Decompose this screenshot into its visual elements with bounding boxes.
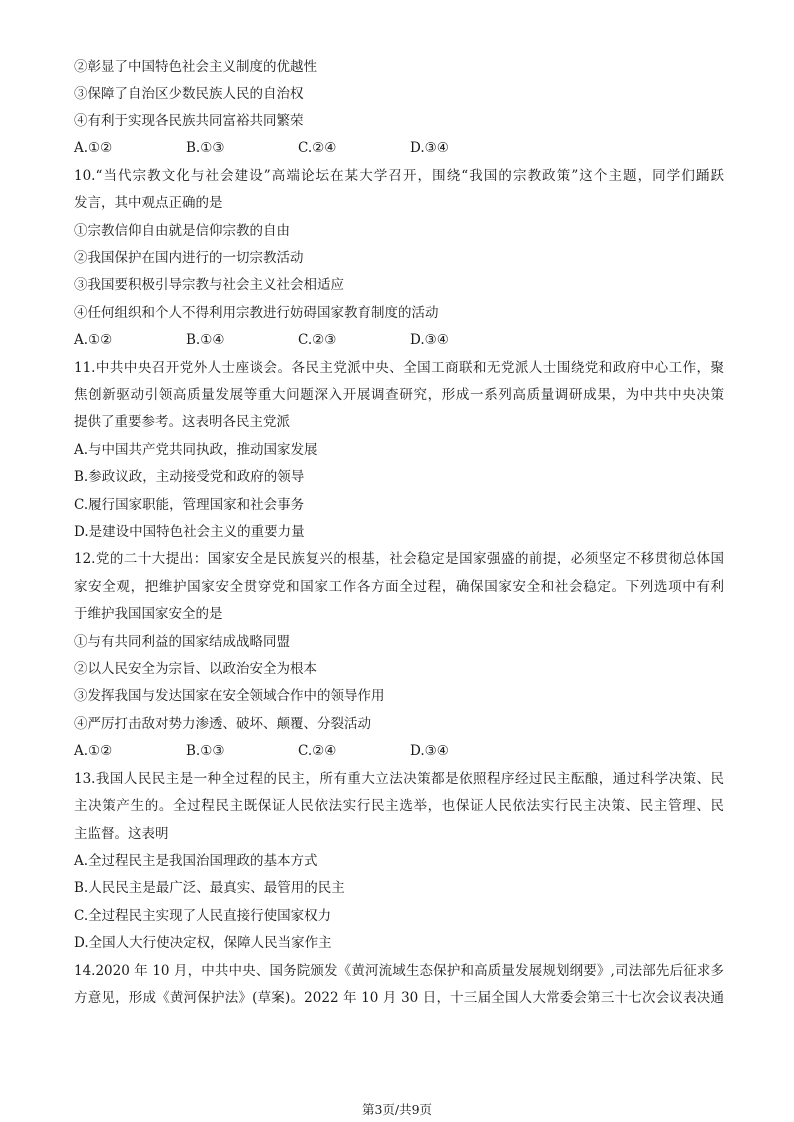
q10-statement-2: ②我国保护在国内进行的一切宗教活动 [74,250,304,266]
q13-stem-line-2: 主决策产生的。全过程民主既保证人民依法实行民主选举，也保证人民依法实行民主决策、民主管理、民 [74,798,724,814]
q12-statement-4: ④严厉打击敌对势力渗透、破坏、颠覆、分裂活动 [74,716,371,732]
q10-option-a[interactable]: A.①② [74,332,113,348]
q9-option-b[interactable]: B.①③ [186,140,225,156]
q11-option-d[interactable]: D.是建设中国特色社会主义的重要力量 [74,524,305,540]
q12-option-c[interactable]: C.②④ [298,743,337,759]
q14-stem-line-1: 14.2020 年 10 月，中共中央、国务院颁发《黄河流域生态保护和高质量发展规划纲要》,司法部先后征求多 [74,963,724,979]
q10-option-c[interactable]: C.②③ [298,332,337,348]
q12-option-d[interactable]: D.③④ [410,743,449,759]
q11-option-a[interactable]: A.与中国共产党共同执政，推动国家发展 [74,442,318,458]
q10-stem-line-1: 10.“当代宗教文化与社会建设”高端论坛在某大学召开，围绕“我国的宗教政策”这个主题，同学们踊跃 [74,168,724,184]
q13-stem-line-3: 主监督。这表明 [74,826,169,842]
q13-option-c[interactable]: C.全过程民主实现了人民直接行使国家权力 [74,908,332,924]
q10-statement-4: ④任何组织和个人不得利用宗教进行妨碍国家教育制度的活动 [74,305,439,321]
q13-stem-line-1: 13.我国人民民主是一种全过程的民主，所有重大立法决策都是依照程序经过民主酝酿，通过科学决策、民 [74,771,724,787]
q10-stem-line-2: 发言，其中观点正确的是 [74,195,223,211]
q9-statement-3: ③保障了自治区少数民族人民的自治权 [74,86,304,102]
q14-stem-line-2: 方意见，形成《黄河保护法》(草案)。2022 年 10 月 30 日，十三届全国人大常委会第三十七次会议表决通 [74,990,724,1006]
page-number-footer: 第3页/共9页 [361,1102,433,1117]
q11-option-b[interactable]: B.参政议政，主动接受党和政府的领导 [74,469,305,485]
q10-statement-3: ③我国要积极引导宗教与社会主义社会相适应 [74,277,344,293]
q11-stem-line-2: 焦创新驱动引领高质量发展等重大问题深入开展调查研究，形成一系列高质量调研成果，为中共中央决策 [74,387,724,403]
q10-option-d[interactable]: D.③④ [410,332,449,348]
q11-stem-line-3: 提供了重要参考。这表明各民主党派 [74,414,290,430]
q9-statement-4: ④有利于实现各民族共同富裕共同繁荣 [74,113,304,129]
q9-statement-2: ②彰显了中国特色社会主义制度的优越性 [74,59,317,75]
q10-option-b[interactable]: B.①④ [186,332,225,348]
q10-statement-1: ①宗教信仰自由就是信仰宗教的自由 [74,223,290,239]
q12-stem-line-1: 12.党的二十大提出：国家安全是民族复兴的根基，社会稳定是国家强盛的前提，必须坚定不移贯彻总体国 [74,551,724,567]
q11-option-c[interactable]: C.履行国家职能，管理国家和社会事务 [74,497,305,513]
q12-option-a[interactable]: A.①② [74,743,113,759]
q9-option-d[interactable]: D.③④ [410,140,449,156]
q13-option-a[interactable]: A.全过程民主是我国治国理政的基本方式 [74,853,318,869]
q12-statement-1: ①与有共同利益的国家结成战略同盟 [74,634,290,650]
q12-option-b[interactable]: B.①③ [186,743,225,759]
q12-stem-line-2: 家安全观，把维护国家安全贯穿党和国家工作各方面全过程，确保国家安全和社会稳定。下列选项中有利 [74,579,724,595]
q12-statement-3: ③发挥我国与发达国家在安全领域合作中的领导作用 [74,688,385,704]
q13-option-d[interactable]: D.全国人大行使决定权，保障人民当家作主 [74,935,332,951]
q9-option-c[interactable]: C.②④ [298,140,337,156]
q13-option-b[interactable]: B.人民民主是最广泛、最真实、最管用的民主 [74,880,345,896]
q9-option-a[interactable]: A.①② [74,140,113,156]
q12-stem-line-3: 于维护我国国家安全的是 [74,606,223,622]
q12-statement-2: ②以人民安全为宗旨、以政治安全为根本 [74,661,317,677]
q11-stem-line-1: 11.中共中央召开党外人士座谈会。各民主党派中央、全国工商联和无党派人士围绕党和政府中心工作，聚 [74,360,724,376]
